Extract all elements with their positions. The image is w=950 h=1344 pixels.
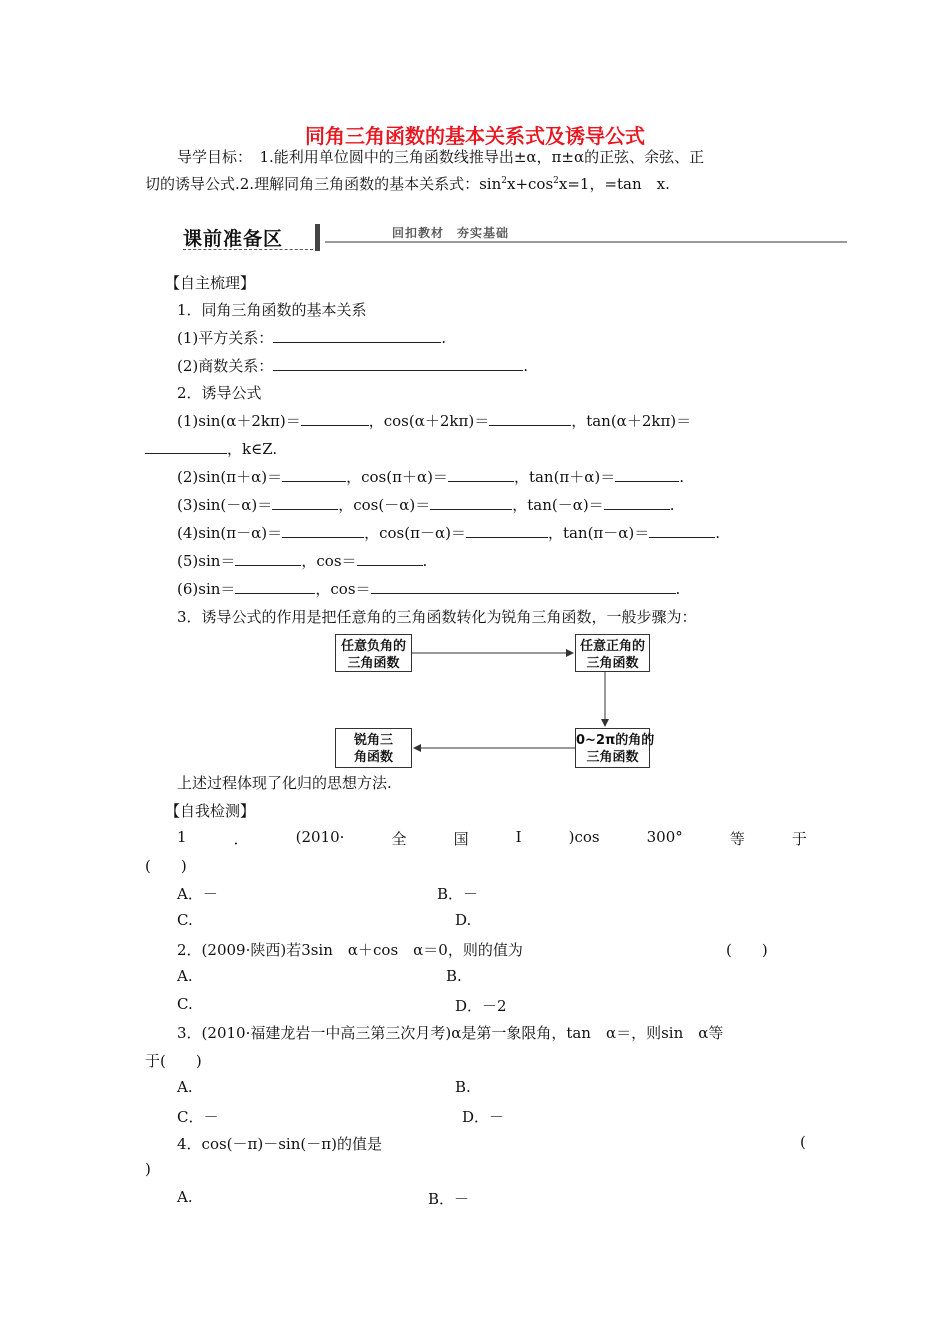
q2-option-d: D．－2 xyxy=(455,997,507,1015)
superscript: 2 xyxy=(553,176,559,186)
q1-part: 全 xyxy=(391,830,407,848)
section-title: 课前准备区 xyxy=(183,228,284,250)
q1-answer-paren: ( ) xyxy=(145,857,187,875)
formula-text: ，cos＝ xyxy=(301,552,357,570)
q2-option-c: C. xyxy=(177,995,193,1013)
objective-text: x=1，=tan x. xyxy=(558,175,670,193)
q3-option-b: B. xyxy=(455,1078,471,1096)
superscript: 2 xyxy=(501,176,507,186)
label: (2)商数关系： xyxy=(177,357,274,375)
q3-option-a: A. xyxy=(177,1078,193,1096)
flow-box-acute-angle: 锐角三 角函数 xyxy=(335,728,412,768)
flow-box-negative-angle: 任意负角的 三角函数 xyxy=(335,634,412,672)
review-conclusion: 上述过程体现了化归的思想方法. xyxy=(177,774,392,792)
q4-option-a: A. xyxy=(177,1188,193,1206)
formula-6: (6)sin＝ ，cos＝ . xyxy=(177,580,681,598)
formula-text: ，cos(α＋2kπ)＝ xyxy=(368,412,490,430)
q4-paren-open: ( xyxy=(800,1133,806,1151)
page-title: 同角三角函数的基本关系式及诱导公式 xyxy=(305,124,645,148)
formula-text: ，tan(π－α)＝ xyxy=(547,524,650,542)
formula-text: ，cos(π＋α)＝ xyxy=(346,468,448,486)
question-1 xyxy=(177,828,807,849)
q1-part: )cos xyxy=(568,828,600,846)
review-item-2: 2．诱导公式 xyxy=(177,384,262,402)
q1-part: 等 xyxy=(729,830,745,848)
quotient-relation: (2)商数关系： . xyxy=(177,357,529,375)
question-4: 4．cos(－π)－sin(－π)的值是 xyxy=(177,1135,382,1153)
q1-option-d: D. xyxy=(455,911,472,929)
q3-option-d: D．－ xyxy=(462,1108,505,1126)
formula-text: (4)sin(π－α)＝ xyxy=(177,524,283,542)
q1-option-a: A．－ xyxy=(177,885,218,903)
q1-part: 1 xyxy=(177,828,187,846)
question-3-cont: 于( ) xyxy=(145,1052,202,1070)
q2-option-b: B. xyxy=(446,967,462,985)
check-header: 【自我检测】 xyxy=(165,802,256,820)
formula-text: (3)sin(－α)＝ xyxy=(177,496,273,514)
review-item-1: 1．同角三角函数的基本关系 xyxy=(177,301,367,319)
review-item-3: 3．诱导公式的作用是把任意角的三角函数转化为锐角三角函数，一般步骤为： xyxy=(177,608,697,626)
formula-text: ，tan(－α)＝ xyxy=(512,496,604,514)
formula-4: (4)sin(π－α)＝ ，cos(π－α)＝ ，tan(π－α)＝ . xyxy=(177,524,721,542)
square-relation: (1)平方关系： . xyxy=(177,329,447,347)
flow-box-zero-to-2pi: 0~2π的角的 三角函数 xyxy=(575,728,650,768)
formula-text: ，k∈Z. xyxy=(227,440,278,458)
q2-answer-paren: ( ) xyxy=(726,941,768,959)
formula-text: ，cos(－α)＝ xyxy=(338,496,431,514)
formula-text: ，tan(α＋2kπ)＝ xyxy=(571,412,692,430)
formula-text: ，tan(π＋α)＝ xyxy=(513,468,616,486)
flow-box-positive-angle: 任意正角的 三角函数 xyxy=(575,634,650,672)
formula-5: (5)sin＝ ，cos＝ . xyxy=(177,552,428,570)
q3-option-c: C．－ xyxy=(177,1108,219,1126)
q1-option-c: C. xyxy=(177,911,193,929)
q4-paren-close: ) xyxy=(145,1160,151,1178)
review-header: 【自主梳理】 xyxy=(165,274,256,292)
q1-part: ． xyxy=(233,830,249,848)
formula-2: (2)sin(π＋α)＝ ，cos(π＋α)＝ ，tan(π＋α)＝ . xyxy=(177,468,685,486)
q2-option-a: A. xyxy=(177,967,193,985)
question-2: 2．(2009·陕西)若3sin α＋cos α＝0，则的值为 xyxy=(177,941,523,959)
formula-text: (6)sin＝ xyxy=(177,580,236,598)
question-3: 3．(2010·福建龙岩一中高三第三次月考)α是第一象限角，tan α＝，则sin α等 xyxy=(177,1024,724,1042)
q1-part: 国 xyxy=(453,830,469,848)
q1-option-b: B．－ xyxy=(437,885,479,903)
formula-text: (1)sin(α＋2kπ)＝ xyxy=(177,412,301,430)
q1-part: Ⅰ xyxy=(515,828,522,846)
formula-text: ，cos＝ xyxy=(315,580,371,598)
q4-option-b: B．－ xyxy=(428,1190,470,1208)
formula-text: ，cos(π－α)＝ xyxy=(364,524,466,542)
objective-text: 切的诱导公式.2.理解同角三角函数的基本关系式：sin xyxy=(145,175,502,193)
objective-text: x+cos xyxy=(506,175,554,193)
formula-text: (2)sin(π＋α)＝ xyxy=(177,468,283,486)
q1-part: 于 xyxy=(791,830,807,848)
label: (1)平方关系： xyxy=(177,329,274,347)
formula-3: (3)sin(－α)＝ ，cos(－α)＝ ，tan(－α)＝ . xyxy=(177,496,675,514)
section-subtitle: 回扣教材 夯实基础 xyxy=(392,226,510,240)
q1-part: 300° xyxy=(646,828,683,846)
objective-line-1: 导学目标： 1.能利用单位圆中的三角函数线推导出±α，π±α的正弦、余弦、正 xyxy=(177,148,705,166)
formula-text: (5)sin＝ xyxy=(177,552,236,570)
q1-part: (2010· xyxy=(295,828,345,846)
